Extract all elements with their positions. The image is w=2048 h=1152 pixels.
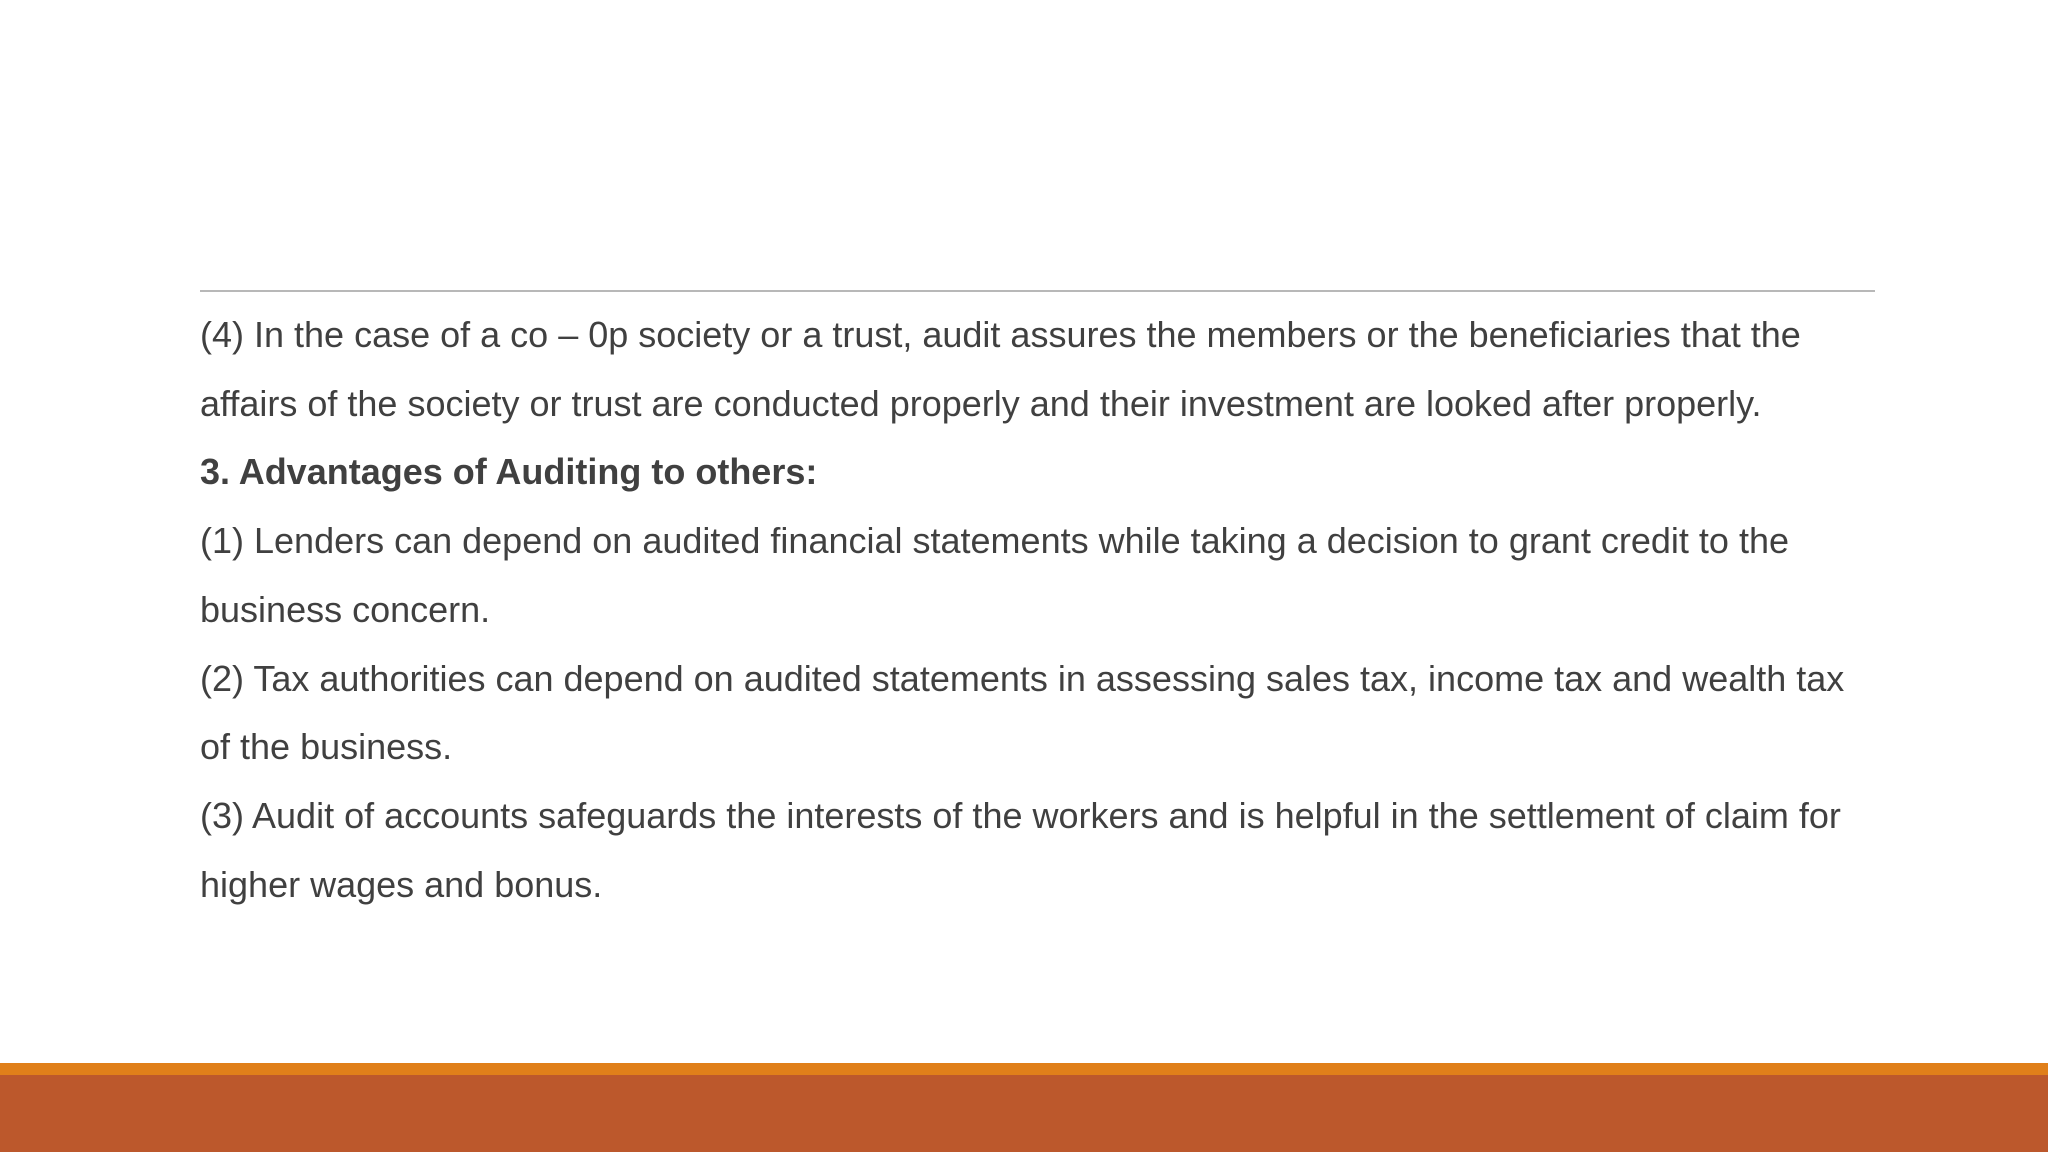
- paragraph-workers: (3) Audit of accounts safeguards the interests of the workers and is helpful in the settlement of claim for higher wages and bonus.: [200, 794, 1841, 905]
- footer-accent-stripe: [0, 1063, 2048, 1075]
- slide-body: [200, 301, 1880, 919]
- section-heading-advantages-to-others: 3. Advantages of Auditing to others:: [200, 451, 818, 493]
- paragraph-co-op-society: (4) In the case of a co – 0p society or a trust, audit assures the members or the beneficiaries that the affairs of the society or trust are conducted properly and their investment are looked after properly.: [200, 314, 1801, 424]
- paragraph-tax-authorities: (2) Tax authorities can depend on audited statements in assessing sales tax, income tax and wealth tax of the business.: [200, 657, 1845, 768]
- footer-bar: [0, 1075, 2048, 1152]
- paragraph-lenders: (1) Lenders can depend on audited financial statements while taking a decision to grant credit to the business concern.: [200, 520, 1789, 630]
- title-divider-line: [200, 290, 1875, 292]
